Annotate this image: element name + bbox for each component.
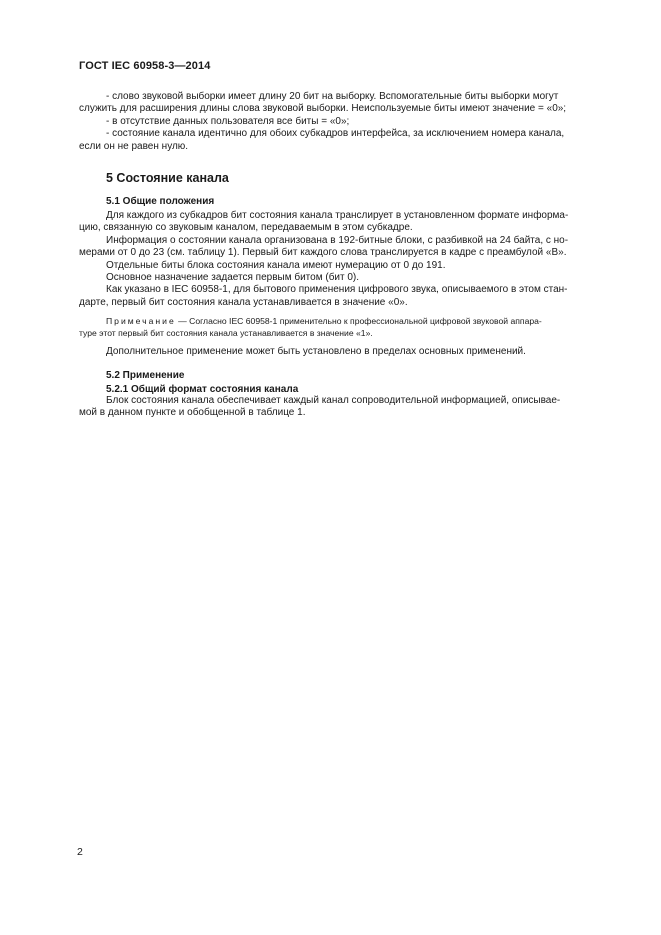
section-5-2-heading: 5.2 Применение [106,369,185,381]
section-5-heading: 5 Состояние канала [106,171,229,186]
document-header: ГОСТ IEC 60958-3—2014 [79,60,211,72]
intro-paragraph: - в отсутствие данных пользователя все биты = «0»; [106,115,350,127]
section-5-1-paragraph: Как указано в IEC 60958-1, для бытового применения цифрового звука, описываемого в этом стан- дарте, первый бит состояния канала устанавливается в значение «0». [79,284,568,308]
section-5-1-paragraph: Основное назначение задается первым битом (бит 0). [106,272,360,284]
intro-paragraph: - состояние канала идентично для обоих субкадров интерфейса, за исключением номера канала, если он не равен нулю. [79,128,565,152]
note-label: Примечание [106,316,176,327]
document-body [79,91,616,420]
page-number: 2 [77,846,83,858]
section-5-1-paragraph: Дополнительное применение может быть установлено в пределах основных применений. [106,346,526,358]
section-5-1-paragraph: Информация о состоянии канала организована в 192-битные блоки, с разбивкой на 24 байта, с но- мерами от 0 до 23 (см. таблицу 1). Первый бит каждого слова транслируется в кадре с преамбулой «В». [79,234,569,259]
section-5-1-heading: 5.1 Общие положения [106,196,215,208]
section-5-2-1-paragraph: Блок состояния канала обеспечивает каждый канал сопроводительной информацией, описывае- мой в данном пункте и обобщенной в таблице 1. [79,394,561,419]
note-text: — Согласно IEC 60958-1 применительно к профессиональной цифровой звуковой аппара- туре этот первый бит состояния канала устанавливается в значение «1». [79,316,542,339]
section-5-1-paragraph: Отдельные биты блока состояния канала имеют нумерацию от 0 до 191. [106,259,446,271]
intro-paragraph: - слово звуковой выборки имеет длину 20 бит на выборку. Вспомогательные биты выборки могут служить для расширения длины слова звуковой выборки. Неиспользуемые биты имеют значение = «0»; [79,91,567,115]
note [79,315,616,339]
section-5-1-paragraph: Для каждого из субкадров бит состояния канала транслирует в установленном формате информа- цию, связанную со звуковым каналом, передаваемым в этом субкадре. [79,210,569,234]
section-5-2-1-heading: 5.2.1 Общий формат состояния канала [106,383,299,395]
